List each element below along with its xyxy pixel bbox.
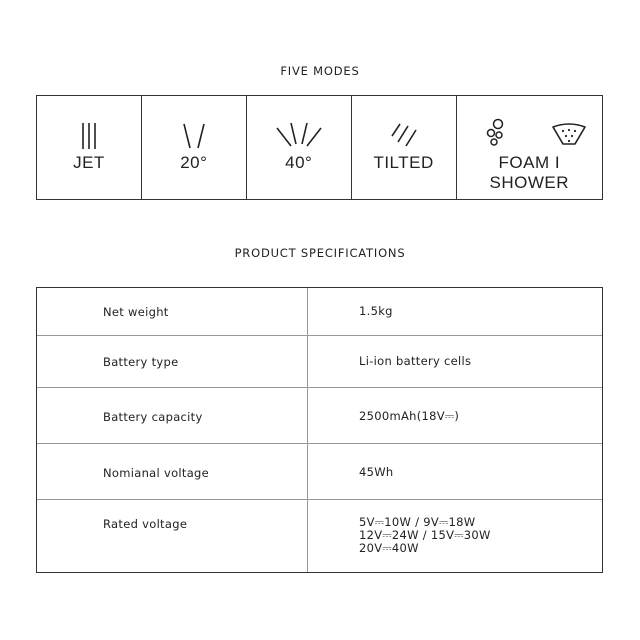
spec-row-rated-voltage: [37, 500, 602, 574]
spec-value: 2500mAh(18V⎓): [359, 409, 460, 423]
mode-20-label: 20°: [180, 153, 208, 172]
spec-row-battery-capacity: [37, 388, 602, 444]
spec-value: 45Wh: [359, 465, 394, 479]
mode-foam-shower-label: FOAM I SHOWER: [489, 153, 570, 192]
specs-title: PRODUCT SPECIFICATIONS: [234, 246, 406, 260]
mode-jet: [37, 96, 142, 199]
spray-20-icon: [180, 122, 208, 150]
mode-tilted: [352, 96, 457, 199]
specs-table: [36, 287, 603, 573]
spec-key: Net weight: [103, 305, 169, 319]
jet-lines-icon: [79, 122, 99, 150]
mode-jet-label: JET: [73, 153, 105, 172]
spec-row-net-weight: [37, 288, 602, 336]
spec-key: Battery type: [103, 355, 179, 369]
modes-title: FIVE MODES: [280, 64, 360, 78]
spec-value: 1.5kg: [359, 304, 393, 318]
spray-40-icon: [275, 122, 323, 150]
mode-40: [247, 96, 352, 199]
spec-value-line: 5V⎓10W / 9V⎓18W: [359, 515, 476, 529]
spec-value-line: 20V⎓40W: [359, 541, 419, 555]
tilted-lines-icon: [390, 122, 418, 150]
foam-bubbles-icon: [485, 118, 507, 148]
spec-key: Battery capacity: [103, 410, 203, 424]
spec-value-line: 12V⎓24W / 15V⎓30W: [359, 528, 491, 542]
mode-tilted-label: TILTED: [373, 153, 434, 172]
mode-40-label: 40°: [285, 153, 313, 172]
spec-key: Rated voltage: [103, 517, 188, 531]
mode-foam-shower: [457, 96, 602, 199]
shower-head-icon: [549, 122, 589, 146]
modes-panel: [36, 95, 603, 200]
spec-row-nominal-voltage: [37, 444, 602, 500]
spec-key: Nomianal voltage: [103, 466, 210, 480]
spec-value: Li-ion battery cells: [359, 354, 472, 368]
spec-value-lines: [359, 516, 491, 555]
spec-row-battery-type: [37, 336, 602, 388]
mode-20: [142, 96, 247, 199]
